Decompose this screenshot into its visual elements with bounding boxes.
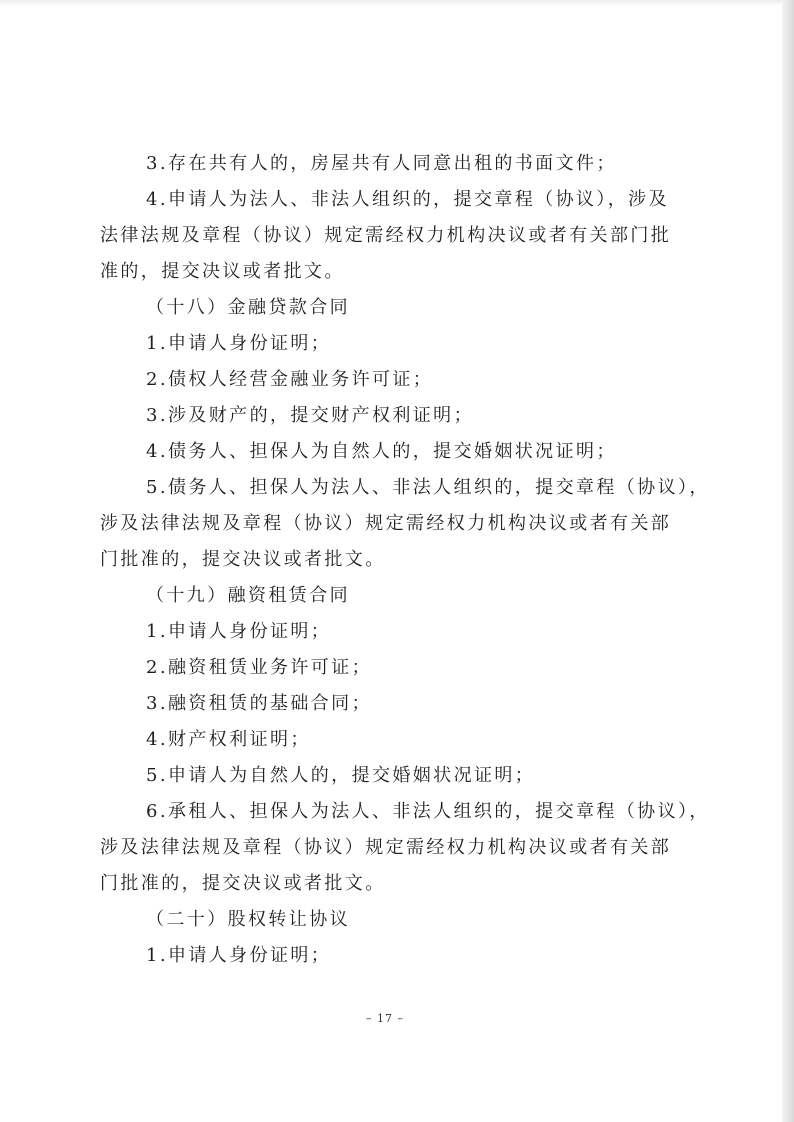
page-right-edge bbox=[782, 0, 794, 1122]
list-item: 3.融资租赁的基础合同； bbox=[146, 693, 372, 714]
list-item: 3.涉及财产的，提交财产权利证明； bbox=[146, 405, 474, 426]
list-item: 4.财产权利证明； bbox=[146, 729, 311, 750]
list-item: 5.债务人、担保人为法人、非法人组织的，提交章程（协议）， bbox=[146, 477, 710, 498]
paragraph-continuation: 涉及法律法规及章程（协议）规定需经权力机构决议或者有关部 bbox=[100, 513, 672, 534]
paragraph-continuation: 法律法规及章程（协议）规定需经权力机构决议或者有关部门批 bbox=[100, 225, 672, 246]
list-item: 1.申请人身份证明； bbox=[146, 621, 332, 642]
paragraph-continuation: 门批准的，提交决议或者批文。 bbox=[100, 549, 386, 570]
paragraph-continuation: 涉及法律法规及章程（协议）规定需经权力机构决议或者有关部 bbox=[100, 837, 672, 858]
list-item: 5.申请人为自然人的，提交婚姻状况证明； bbox=[146, 765, 536, 786]
section-heading-20: （二十）股权转让协议 bbox=[146, 909, 350, 930]
list-item: 4.债务人、担保人为自然人的，提交婚姻状况证明； bbox=[146, 441, 617, 462]
page-top-edge bbox=[0, 0, 794, 6]
paragraph-continuation: 门批准的，提交决议或者批文。 bbox=[100, 873, 386, 894]
list-item: 1.申请人身份证明； bbox=[146, 945, 332, 966]
list-item: 6.承租人、担保人为法人、非法人组织的，提交章程（协议）， bbox=[146, 801, 710, 822]
section-heading-19: （十九）融资租赁合同 bbox=[146, 585, 350, 606]
paragraph-continuation: 准的，提交决议或者批文。 bbox=[100, 261, 345, 282]
paragraph-item-4-legal-person: 4.申请人为法人、非法人组织的，提交章程（协议），涉及 bbox=[146, 189, 669, 210]
page-number: – 17 – bbox=[366, 1012, 404, 1025]
list-item: 2.融资租赁业务许可证； bbox=[146, 657, 372, 678]
section-heading-18: （十八）金融贷款合同 bbox=[146, 297, 350, 318]
paragraph-item-3-co-owner: 3.存在共有人的，房屋共有人同意出租的书面文件； bbox=[146, 153, 617, 174]
list-item: 2.债权人经营金融业务许可证； bbox=[146, 369, 434, 390]
document-body bbox=[100, 146, 710, 974]
list-item: 1.申请人身份证明； bbox=[146, 333, 332, 354]
